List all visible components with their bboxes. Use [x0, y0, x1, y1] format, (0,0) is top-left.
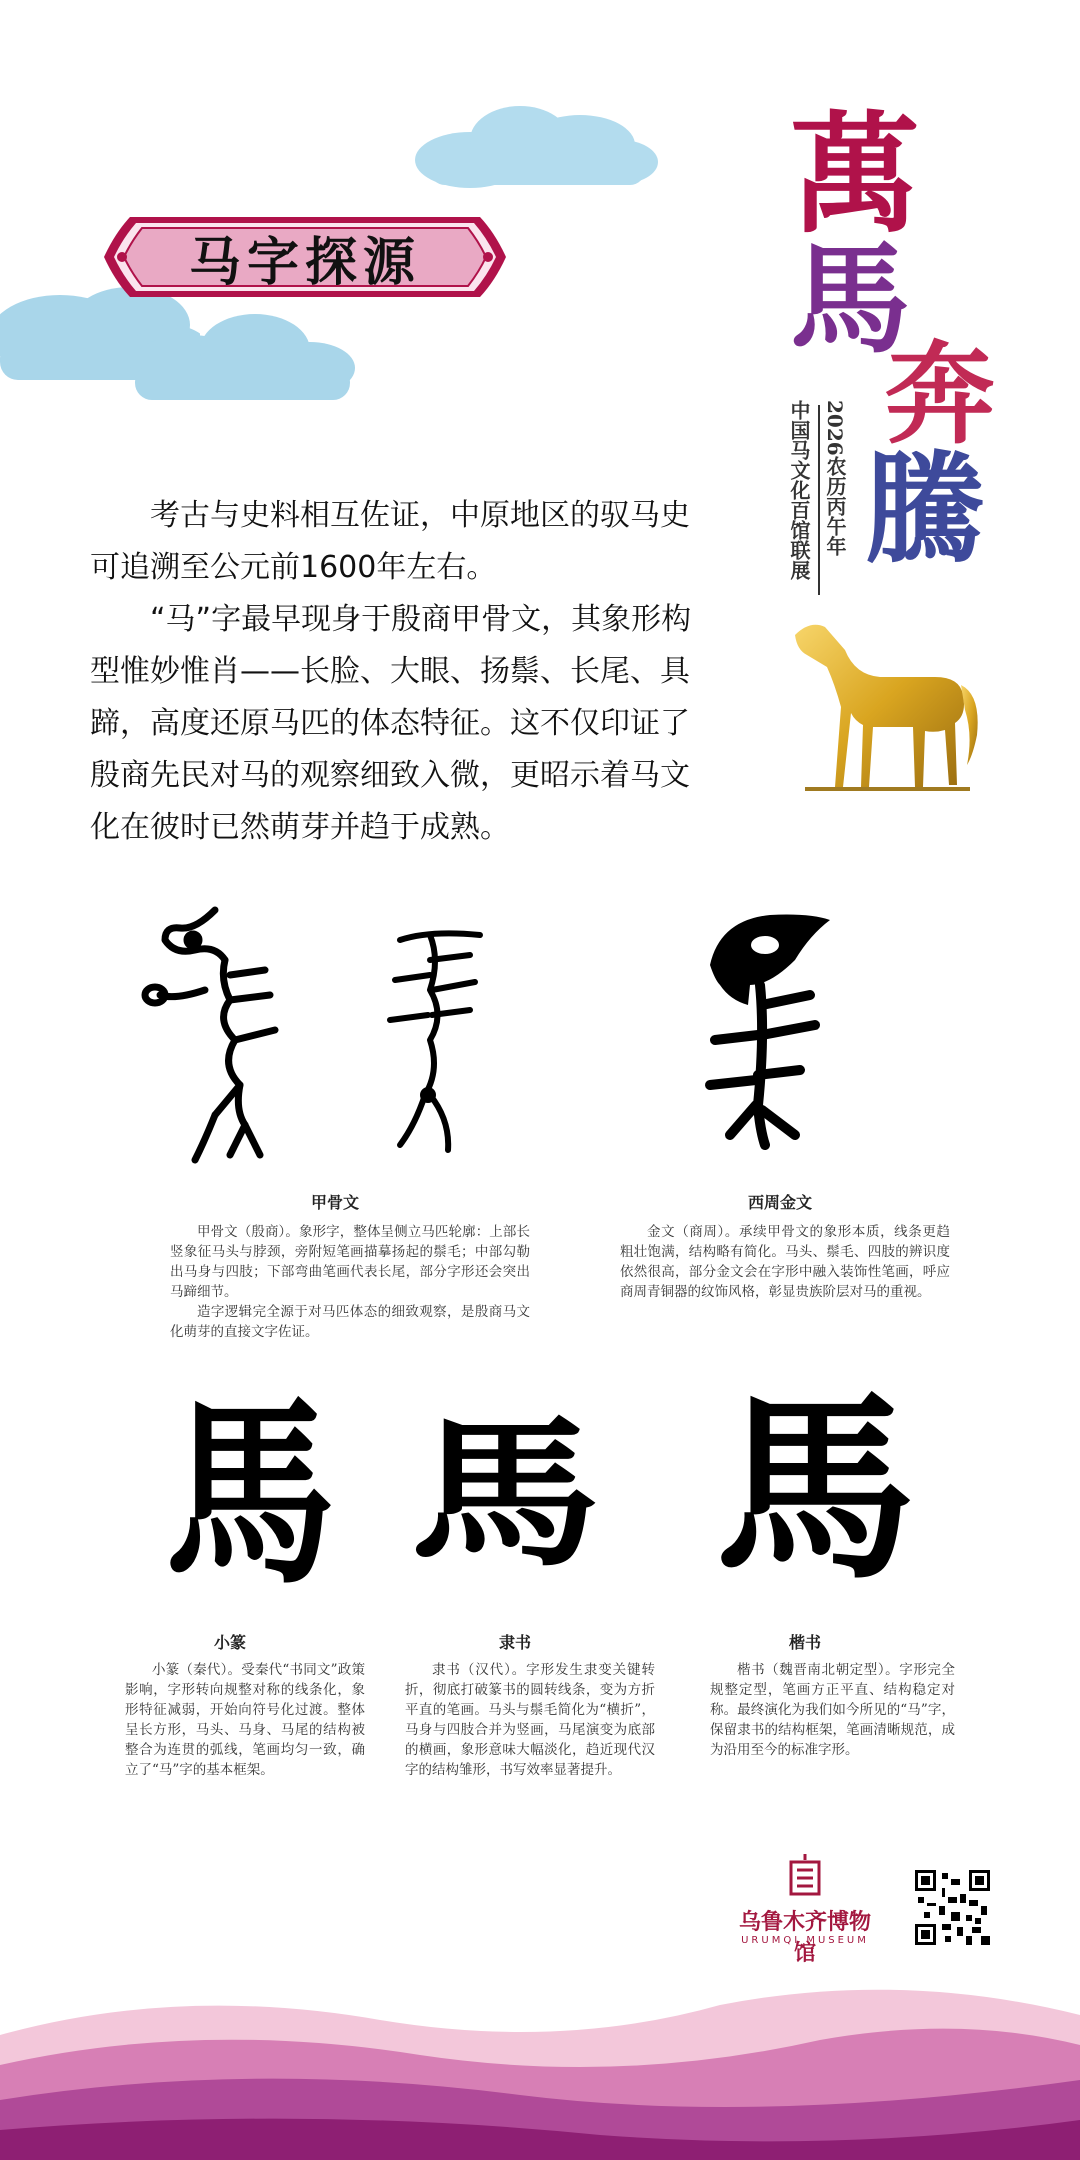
golden-horse-image: [785, 615, 985, 795]
bronze-inscription-description: [620, 1222, 950, 1302]
exhibition-title-char-1: 萬: [790, 98, 921, 251]
museum-name: 乌鲁木齐博物馆: [738, 1909, 871, 1966]
page-title: 马字探源: [188, 232, 421, 293]
cloud-middle: [120, 310, 360, 410]
small-seal-glyph: 馬: [165, 1377, 336, 1612]
regular-script-glyph: 馬: [715, 1372, 916, 1607]
exhibition-title-char-4: 騰: [865, 439, 985, 580]
oracle-bone-description-1: 甲骨文（殷商）。象形字，整体呈侧立马匹轮廓：上部长竖象征马头与脖颈，旁附短笔画描摹扬起的鬃毛；中部勾勒出马身与四肢；下部弯曲笔画代表长尾，部分字形还会突出马蹄细节。: [170, 1224, 530, 1300]
bronze-inscription-description-1: 金文（商周）。承续甲骨文的象形本质，线条更趋粗壮饱满，结构略有简化。马头、鬃毛、四肢的辨识度依然很高，部分金文会在字形中融入装饰性笔画，呼应商周青铜器的纹饰风格，彰显贵族阶层对马的重视。: [620, 1224, 950, 1300]
cloud-top: [410, 100, 660, 190]
clerical-label: 隶书: [498, 1633, 531, 1652]
regular-script-description-1: 楷书（魏晋南北朝定型）。字形完全规整定型，笔画方正平直、结构稳定对称。最终演化为我们如今所见的“马”字，保留隶书的结构框架，笔画清晰规范，成为沿用至今的标准字形。: [710, 1662, 955, 1758]
oracle-bone-description-2: 造字逻辑完全源于对马匹体态的细致观察，是殷商马文化萌芽的直接文字佐证。: [170, 1304, 530, 1340]
exhibition-title-char-3: 奔: [885, 330, 995, 459]
clerical-description: [405, 1660, 655, 1780]
oracle-bone-glyph-2: [370, 920, 500, 1160]
oracle-bone-glyph-1: [135, 900, 305, 1170]
small-seal-description-1: 小篆（秦代）。受秦代“书同文”政策影响，字形转向规整对称的线条化，象形特征减弱，开始向符号化过渡。整体呈长方形，马头、马身、马尾的结构被整合为连贯的弧线，笔画均匀一致，确立了“马”字的基本框架。: [125, 1662, 365, 1778]
bottom-wave-decoration: [0, 1975, 1080, 2160]
small-seal-label: 小篆: [213, 1633, 246, 1652]
museum-name-english: URUMQI MUSEUM: [741, 1935, 869, 1946]
small-seal-description: [125, 1660, 365, 1780]
bronze-inscription-label: 西周金文: [747, 1193, 812, 1212]
intro-text: [90, 490, 710, 854]
exhibition-subtitle: [785, 400, 855, 600]
clerical-glyph: 馬: [410, 1400, 601, 1589]
oracle-bone-label: 甲骨文: [310, 1193, 359, 1212]
qr-code-image[interactable]: [915, 1870, 990, 1945]
regular-script-description: [710, 1660, 955, 1760]
oracle-bone-description: [170, 1222, 530, 1342]
exhibition-year: 2026农历丙午年: [823, 400, 847, 556]
clerical-description-1: 隶书（汉代）。字形发生隶变关键转折，彻底打破篆书的圆转线条，变为方折平直的笔画。马头与鬃毛简化为“横折”，马身与四肢合并为竖画，马尾演变为底部的横画，象形意味大幅淡化，趋近现代汉字的结构雏形，书写效率显著提升。: [405, 1662, 655, 1778]
bronze-inscription-glyph: [690, 905, 840, 1155]
exhibition-name: 中国马文化百馆联展: [787, 400, 811, 580]
regular-script-label: 楷书: [788, 1633, 821, 1652]
title-banner: [100, 213, 510, 301]
intro-paragraph-2: “马”字最早现身于殷商甲骨文，其象形构型惟妙惟肖——长脸、大眼、扬鬃、长尾、具蹄，高度还原马匹的体态特征。这不仅印证了殷商先民对马的观察细致入微，更昭示着马文化在彼时已然萌芽并趋于成熟。: [90, 602, 692, 845]
museum-logo-icon: [785, 1852, 825, 1898]
exhibition-title-char-2: 馬: [790, 229, 910, 370]
intro-paragraph-1: 考古与史料相互佐证，中原地区的驭马史可追溯至公元前1600年左右。: [90, 498, 690, 585]
subtitle-divider: [818, 405, 820, 595]
